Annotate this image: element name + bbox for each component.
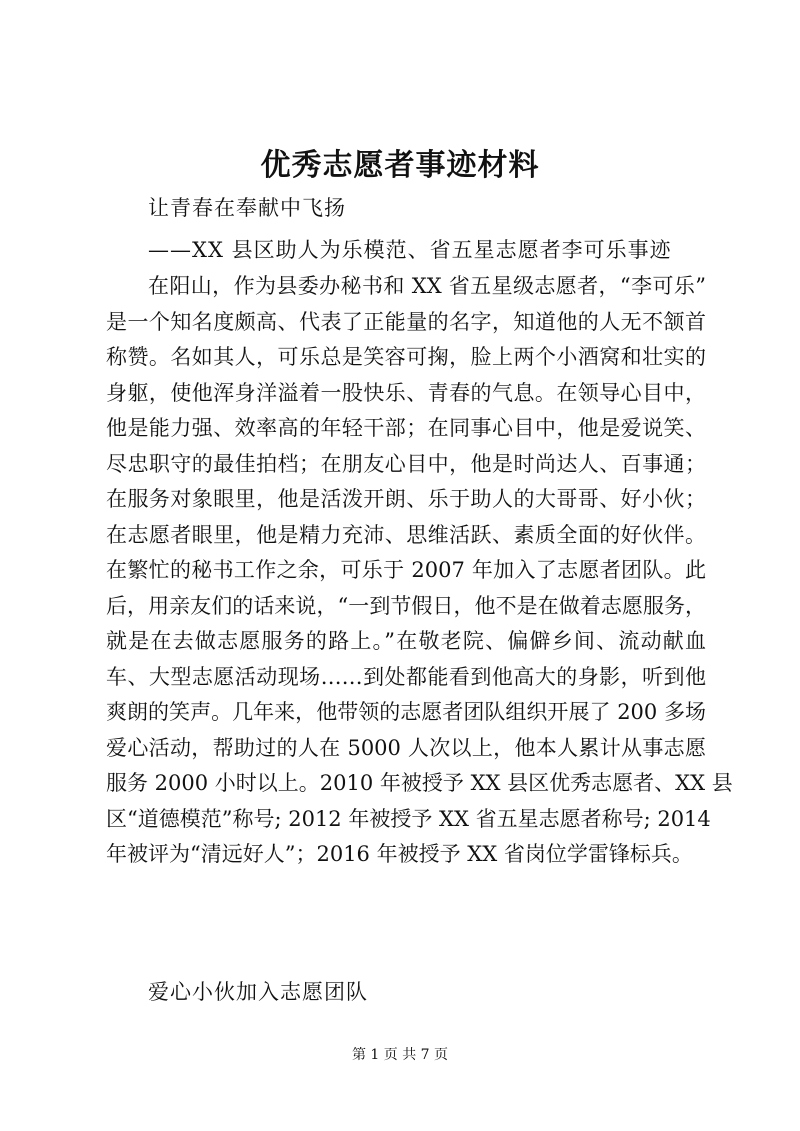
paragraph-line: 在服务对象眼里，他是活泼开朗、乐于助人的大哥哥、好小伙；	[106, 487, 706, 511]
paragraph-line: 称赞。名如其人，可乐总是笑容可掬，脸上两个小酒窝和壮实的	[106, 345, 706, 369]
paragraph-line: 年被评为“清远好人”；2016 年被授予 XX 省岗位学雷锋标兵。	[106, 842, 693, 866]
paragraph-line: 在志愿者眼里，他是精力充沛、思维活跃、素质全面的好伙伴。	[106, 522, 706, 547]
paragraph-line: 服务 2000 小时以上。2010 年被授予 XX 县区优秀志愿者、XX 县	[106, 771, 733, 795]
paragraph-line: 爽朗的笑声。几年来，他带领的志愿者团队组织开展了 200 多场	[106, 700, 706, 724]
paragraph-line: 他是能力强、效率高的年轻干部；在同事心目中，他是爱说笑、	[106, 416, 706, 440]
paragraph-line: 区“道德模范”称号; 2012 年被授予 XX 省五星志愿者称号; 2014	[106, 806, 711, 831]
paragraph-line: 尽忠职守的最佳拍档；在朋友心目中，他是时尚达人、百事通；	[106, 451, 706, 476]
page-footer: 第 1 页 共 7 页	[351, 1047, 449, 1063]
paragraph-line: 爱心活动，帮助过的人在 5000 人次以上，他本人累计从事志愿	[106, 735, 706, 760]
paragraph-line: 身躯，使他浑身洋溢着一股快乐、青春的气息。在领导心目中，	[106, 380, 706, 405]
paragraph-line: 是一个知名度颇高、代表了正能量的名字，知道他的人无不颔首	[106, 309, 706, 334]
paragraph-line: 在阳山，作为县委办秘书和 XX 省五星级志愿者，“李可乐”	[148, 274, 706, 298]
document-title: 优秀志愿者事迹材料	[260, 148, 540, 183]
paragraph-line: 在繁忙的秘书工作之余，可乐于 2007 年加入了志愿者团队。此	[106, 558, 706, 582]
body-paragraph	[106, 269, 733, 873]
document-subtitle: 让青春在奉献中飞扬	[148, 196, 346, 220]
paragraph-line: 就是在去做志愿服务的路上。”在敬老院、偏僻乡间、流动献血	[106, 629, 706, 653]
section-heading: 爱心小伙加入志愿团队	[148, 980, 368, 1004]
paragraph-line: 后，用亲友们的话来说，“一到节假日，他不是在做着志愿服务，	[106, 593, 706, 618]
document-byline: ——XX 县区助人为乐模范、省五星志愿者李可乐事迹	[148, 238, 672, 262]
paragraph-line: 车、大型志愿活动现场……到处都能看到他高大的身影，听到他	[106, 664, 706, 689]
